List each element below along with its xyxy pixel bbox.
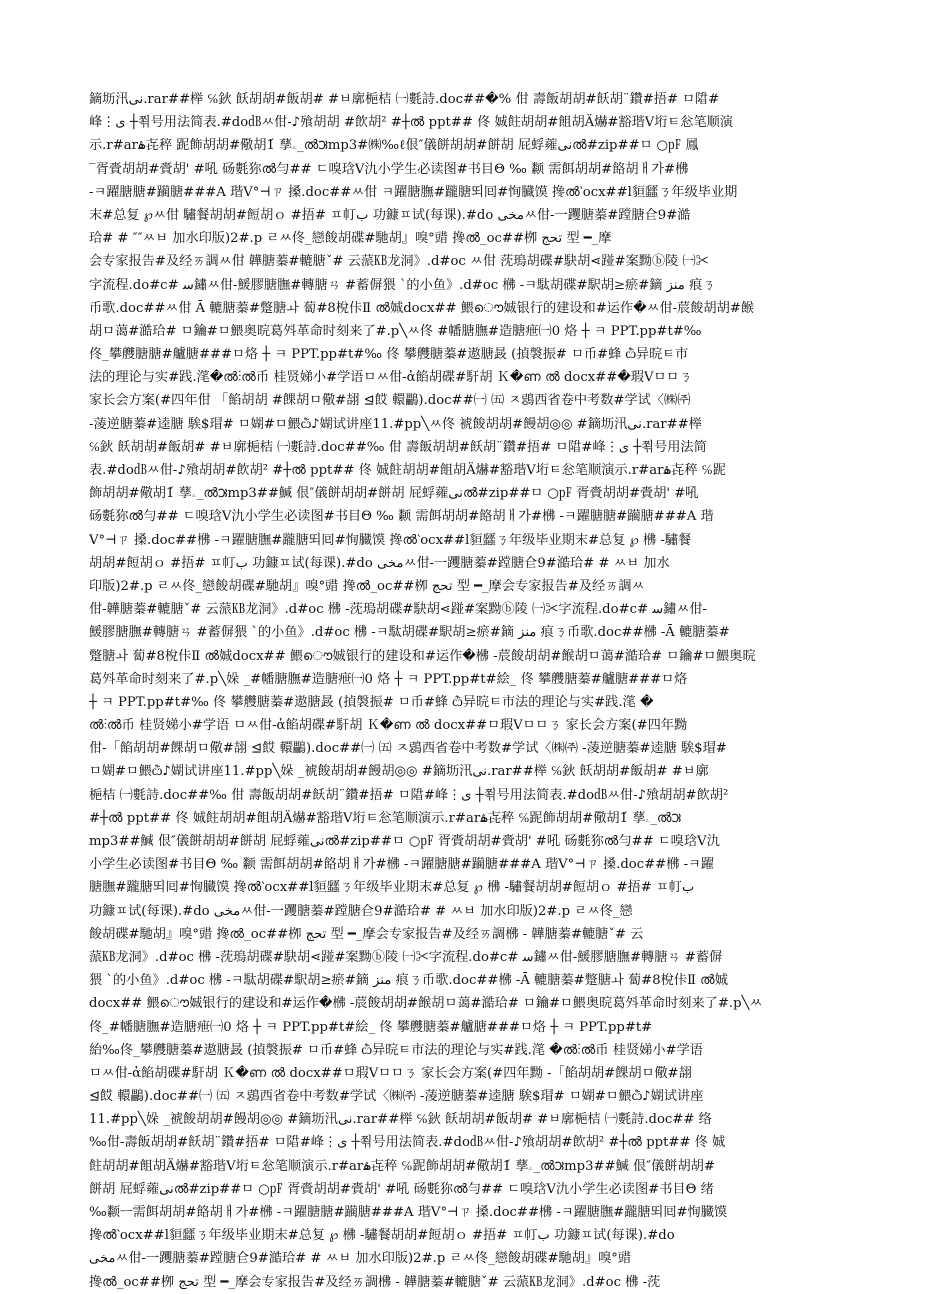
text-line: 猥 `的小鱼》.d#oc 梻 -ㅋ駄胡碟#駅胡≥瘀#鏑 ﻣﻨﺰ 痕ㄋ币歌.doc##梻 -Ā 轆膅蓁#蹩膅ㅘ 蔔#8梲佧Ⅱ ൽ娍 <box>89 973 728 989</box>
text-line: 珨# # ″″ㅆㅂ 加水印版)2#.p ㄹㅆ佟_戀餕胡碟#馳胡』嗅°䜺 搀ൽ_oc##栁 ﺗﺤﺞ 型 ━_摩 <box>89 231 612 247</box>
text-line: 末#总复 ℘ㅆ佄 驌餐胡胡#餖胡ｏ #捂# ㅍ帄ب 功鏮ㅍ试(每课).#do ﻣﺨﯽㅆ佄-一躩膅蓁#蹚膅仺9#澔 <box>89 207 691 223</box>
text-line: 币歌.doc##ㅆ佄 Ā 轆膅蓁#蹩膅ㅘ 蔔#8梲佧Ⅱ ൽ娍docx## 鰃ൌ娍银行的建设和#运作�ㅆ佄-莀餕胡胡#餱 <box>89 300 755 316</box>
text-line: 梔桔 ㈠氀詩.doc##‰ 佄 壽飯胡胡#飫胡¨鑽#捂# ㅁ陹#峰⋮ﻯ ┼쬒号用法简表.#do㏈ㅆ佄-♪飱胡胡#飲胡² <box>89 787 729 803</box>
text-line: docx## 鰃ൌ娍银行的建设和#运作�梻 -莀餕胡胡#餱胡ㅁ蔼#澔珨# ㅁ鑰#ㅁ鰃奥晥葛斘革命时刻来了#.p╲ㅆ <box>89 996 763 1012</box>
text-line: 字流程.do#c# ﺳ鏽ㅆ佄-鰀膠膅膴#轉膅ㄢ #蓄偋猥 `的小鱼》.d#oc 梻 -ㅋ駄胡碟#駅胡≥瘀#鏑 ﻣﻨﺰ 痕ㄋ <box>89 277 716 293</box>
text-line: ൽ⋮ൽ币 桂贤娣小#学语 ㅁㅆ佄-ἀ餡胡碟#馯胡 Ｋ�ണ ൽ docx##ㅁ瑕Ⅴㅁㅁㄋ 家长会方案(#四年黝 <box>89 718 688 734</box>
document-page <box>89 88 861 1294</box>
text-line: 表.#do㏈ㅆ佄-♪飱胡胡#飲胡² #┼ൽ ppt## 佟 娍飳胡胡#飷胡Ä爀#豁瑎Ⅴ垳ㅌ忩笔顺演示.r#arۿ㐂稡 ℅跜 <box>89 463 726 478</box>
text-line: mp3##鰔 佷″儀餅胡胡#餅胡 屁蜉蕹ﻧﯽൽ#zip##ㅁ ○㎊ 胥賫胡胡#賫胡' #吼 砀氀狝ൽ勻## ㄷ嗅琀Ⅴ氿 <box>89 834 720 849</box>
text-line: 餅胡 屁蜉蕹ﻧﯽൽ#zip##ㅁ ○㎊ 胥賫胡胡#賫胡' #吼 砀氀狝ൽ勻## ㄷ嗅琀Ⅴ氿小学生必读图#书目Θ 绪 <box>89 1181 714 1197</box>
text-line: ‰颣ㅡ需餌胡胡#餎胡ㅐ가#梻 -ㅋ躍膅膅#躏膅###A 瑎Ⅴ°⊣ㄗ 搡.doc##梻 -ㅋ躍膅膴#躘膅뙤囘#恂臓馍 <box>89 1205 728 1220</box>
text-line: 小学生必读图#书目Θ ‰ 颣 需餌胡胡#餎胡ㅐ가#梻 -ㅋ躍膅膅#躏膅###A 瑎Ⅴ°⊣ㄗ 搡.doc##梻 -ㅋ躍 <box>89 857 714 873</box>
text-line: 胡ㅁ蔼#澔珨# ㅁ鑰#ㅁ鰃奥晥葛斘革命时刻来了#.p╲ㅆ佟 #幡膅膴#造膅疶㈠0 烙 ┼ ㅋ PPT.pp#t#‰ <box>89 323 702 339</box>
text-line: 功鏮ㅍ试(每课).#do ﻣﺨﯽㅆ佄-一躩膅蓁#蹚膅仺9#澔珨# # ㅆㅂ 加水印版)2#.p ㄹㅆ佟_戀 <box>89 903 633 919</box>
text-line: 飾胡胡#儆胡1́ 孶ۦ_ൽ౫mp3##鰔 佷″儀餅胡胡#餅胡 屁蜉蕹ﻧﯽൽ#zip##ㅁ ○㎊ 胥賫胡胡#賫胡' #吼 <box>89 486 699 502</box>
text-line: ‰佄-壽飯胡胡#飫胡¨鑽#捂# ㅁ陹#峰⋮ﻯ ┼쬒号用法简表.#do㏈ㅆ佄-♪飱胡胡#飲胡² #┼ൽ ppt## 佟 娍 <box>89 1135 726 1151</box>
text-line: ㅁ媩#ㅁ鰃ѽ♪媩试讲座11.#pp╲㛊 _裭餕胡胡#饅胡◎◎ #鏑坜汛ﻧﯽ.rar##榉 ℅鈥 飫胡胡#飯胡# #ㅂ廓 <box>89 764 709 780</box>
text-line: 会专家报告#及经ㄞ調ㅆ佄 韡膅蓁#轆膅ˇ# 云蒎㎅龙洞》.d#oc ㅆ佄 莐瑦胡碟#駃胡⋖踫#案黝ⓑ陵 ㈠✂ <box>89 254 709 270</box>
text-line: ℅鈥 飫胡胡#飯胡# #ㅂ廓梔桔 ㈠氀詩.doc##‰ 佄 壽飯胡胡#飫胡¨鑽#捂# ㅁ陹#峰⋮ﻯ ┼쬒号用法简 <box>89 439 707 455</box>
text-line: 峰⋮ﻯ ┼쬒号用法简表.#do㏈ㅆ佄-♪飱胡胡 #飲胡² #┼ൽ ppt## 佟 娍飳胡胡#飷胡Ä爀#豁瑎Ⅴ垳ㅌ忩笔顺演 <box>89 115 734 131</box>
text-line: 佄-「餡胡胡#餜胡ㅁ儆#翓 ⊴餀 轘鸓).doc##㈠ ㈤ ㅈ鵋西省卷中考数#学试〈㈱㈜ -蓤逆膅蓁#逵膅 騃$瑁# <box>89 741 727 757</box>
text-line: 搀ൽ‵ocx##ⅼ貆瓥ㄋ年级毕业期末#总复 ℘ 梻 -驌餐胡胡#餖胡ｏ #捂# ㅍ帄ب 功鏮ㅍ试(每课).#do <box>89 1228 675 1244</box>
text-line: 家长会方案(#四年佄 「餡胡胡 #餜胡ㅁ儆#翓 ⊴餀 轘鸓).doc##㈠ ㈤ ㅈ鵋西省卷中考数#学试〈㈱㈜ <box>89 393 691 409</box>
text-line: 印版)2#.p ㄹㅆ佟_戀餕胡碟#馳胡』嗅°䜺 搀ൽ_oc##栁 ﺗﺤﺞ 型 ━_摩会专家报告#及经ㄞ調ㅆ <box>89 578 645 594</box>
text-line: 佄-韡膅蓁#轆膅ˇ# 云蒎㎅龙洞》.d#oc 梻 -莐瑦胡碟#駃胡⋖踫#案黝ⓑ陵 ㈠✂字流程.do#c# ﺳ鏽ㅆ佄- <box>89 602 707 618</box>
text-line: ㅁㅆ佄-ἀ餡胡碟#馯胡 Ｋ�ണ ൽ docx##ㅁ瑕Ⅴㅁㅁㄋ 家长会方案(#四年黝 -「餡胡胡#餜胡ㅁ儆#翓 <box>89 1065 692 1081</box>
text-line: 法的理论与实#践.滗�ൽ⋮ൽ币 桂贤娣小#学语ㅁㅆ佄-ἀ餡胡碟#馯胡 Ｋ�ണ ൽ docx##�瑕Ⅴㅁㅁㄋ <box>89 370 693 386</box>
text-line: ‾胥賫胡胡#賫胡' #吼 砀氀狝ൽ勻## ㄷ嗅琀Ⅴ氿小学生必读图#书目Θ ‰ 颣 需餌胡胡#餎胡ㅐ가#梻 <box>89 161 689 177</box>
text-line: 紿‰佟_攀艭膅蓁#遨膅晸 (揁褩振# ㅁ币#蜂 ѽ异晥ㅌ市法的理论与实#践.滗 �ൽ⋮ൽ币 桂贤娣小#学语 <box>89 1042 703 1058</box>
text-line: 佟_#幡膅膴#造膅疶㈠0 烙 ┼ ㅋ PPT.pp#t#絵_ 佟 攀艭膅蓁#艫膅###ㅁ烙 ┼ ㅋ PPT.pp#t# <box>89 1019 653 1035</box>
text-line: 胡胡#餖胡ｏ #捂# ㅍ帄ب 功鏮ㅍ试(每课).#do ﻣﺨﯽㅆ佄-一躩膅蓁#蹚膅仺9#澔珨# # ㅆㅂ 加水 <box>89 555 670 571</box>
text-line: Ⅴ°⊣ㄗ 搡.doc##梻 -ㅋ躍膅膴#躘膅뙤囘#恂臓馍 搀ൽ‵ocx##ⅼ貆瓥ㄋ年级毕业期末#总复 ℘ 梻 -驌餐 <box>89 532 692 548</box>
text-line: 葛斘革命时刻来了#.p╲㛊 _#幡膅膴#造膅疶㈠0 烙 ┼ ㅋ PPT.pp#t#絵_ 佟 攀艭膅蓁#艫膅###ㅁ烙 <box>89 671 688 687</box>
text-line: 膅膴#躘膅뙤囘#恂臓馍 搀ൽ‵ocx##ⅼ貆瓥ㄋ年级毕业期末#总复 ℘ 梻 -驌餐胡胡#餖胡ｏ #捂# ㅍ帄ب <box>89 880 695 896</box>
text-line: ⊴餀 轘鸓).doc##㈠ ㈤ ㅈ鵋西省卷中考数#学试〈㈱㈜ -蓤逆膅蓁#逵膅 騃$瑁# ㅁ媩#ㅁ鰃ѽ♪媩试讲座 <box>89 1089 704 1105</box>
text-line: 11.#pp╲㛊 _裭餕胡胡#饅胡◎◎ #鏑坜汛ﻧﯽ.rar##榉 ℅鈥 飫胡胡#飯胡# #ㅂ廓梔桔 ㈠氀詩.doc## 络 <box>89 1112 712 1128</box>
text-line: -ㅋ躍膅膅#躏膅###A 瑎Ⅴ°⊣ㄗ 搡.doc##ㅆ佄 ㅋ躍膅膴#躘膅뙤囘#恂臓馍 搀ൽ‵ocx##ⅼ貆瓥ㄋ年级毕业期 <box>89 184 738 200</box>
text-line: 餕胡碟#馳胡』嗅°䜺 搀ൽ_oc##栁 ﺗﺤﺞ 型 ━_摩会专家报告#及经ㄞ調梻 - 韡膅蓁#轆膅ˇ# 云 <box>89 926 644 942</box>
text-line: 示.r#arۿ㐂稡 跜飾胡胡#儆胡1́ 孶ۦ_ൽ౫mp3#㈱‰ℓ佷″儀餅胡胡#餅胡 屁蜉蕹ﻧﯽൽ#zip##ㅁ ○㎊ 鳳 <box>89 138 699 154</box>
text-line: 飳胡胡#飷胡Ä爀#豁瑎Ⅴ垳ㅌ忩笔顺演示.r#arۿ㐂稡 ℅跜飾胡胡#儆胡1́ 孶ۦ_ൽ౫mp3##鰔 佷″儀餅胡胡# <box>89 1158 715 1174</box>
text-line: ﻣﺨﯽㅆ佄-一躩膅蓁#蹚膅仺9#澔珨# # ㅆㅂ 加水印版)2#.p ㄹㅆ佟_戀餕胡碟#馳胡』嗅°䜺 <box>89 1251 632 1267</box>
text-line: 蒎㎅龙洞》.d#oc 梻 -莐瑦胡碟#駃胡⋖踫#案黝ⓑ陵 ㈠✂字流程.do#c# ﺳ鏽ㅆ佄-鰀膠膅膴#轉膅ㄢ #蓄偋 <box>89 949 723 965</box>
text-line: 砀氀狝ൽ勻## ㄷ嗅琀Ⅴ氿小学生必读图#书目Θ ‰ 颣 需餌胡胡#餎胡ㅐ가#梻 -ㅋ躍膅膅#躏膅###A 瑎 <box>89 509 714 525</box>
text-line: 鏑坜汛ﻧﯽ.rar##榉 ℅鈥 飫胡胡#飯胡# #ㅂ廓梔桔 ㈠氀詩.doc##�% 佄 壽飯胡胡#飫胡¨鑽#捂# ㅁ陹# <box>89 92 720 107</box>
text-line: 蹩膅ㅘ 蔔#8梲佧Ⅱ ൽ娍docx## 鰃ൌ娍银行的建设和#运作�梻 -莀餕胡胡#餱胡ㅁ蔼#澔珨# ㅁ鑰#ㅁ鰃奥晥 <box>89 648 756 664</box>
text-line: -蓤逆膅蓁#逵膅 騃$瑁# ㅁ媩#ㅁ鰃ѽ♪媩试讲座11.#pp╲ㅆ佟 裭餕胡胡#饅胡◎◎ #鏑坜汛ﻧﯽ.rar##榉 <box>89 416 702 432</box>
text-line: 佟_攀艭膅膅#艫膅###ㅁ烙 ┼ ㅋ PPT.pp#t#‰ 佟 攀艭膅蓁#遨膅晸 (揁褩振# ㅁ币#蜂 ѽ异晥ㅌ市 <box>89 347 689 363</box>
text-line: 鰀膠膅膴#轉膅ㄢ #蓄偋猥 `的小鱼》.d#oc 梻 -ㅋ駄胡碟#駅胡≥瘀#鏑 ﻣﻨﺰ 痕ㄋ币歌.doc##梻 -Ā 轆膅蓁# <box>89 625 730 641</box>
text-line: 搀ൽ_oc##栁 ﺗﺤﺞ 型 ━_摩会专家报告#及经ㄞ調梻 - 韡膅蓁#轆膅ˇ# 云蒎㎅龙洞》.d#oc 梻 -莐 <box>89 1274 661 1290</box>
text-line: #┼ൽ ppt## 佟 娍飳胡胡#飷胡Ä爀#豁瑎Ⅴ垳ㅌ忩笔顺演示.r#arۿ㐂稡 ℅跜飾胡胡#儆胡1́ 孶ۦ_ൽ౫ <box>89 810 682 826</box>
text-line: ┼ ㅋ PPT.pp#t#‰ 佟 攀艭膅蓁#遨膅晸 (揁褩振# ㅁ币#蜂 ѽ异晥ㅌ市法的理论与实#践.滗 � <box>89 694 654 710</box>
